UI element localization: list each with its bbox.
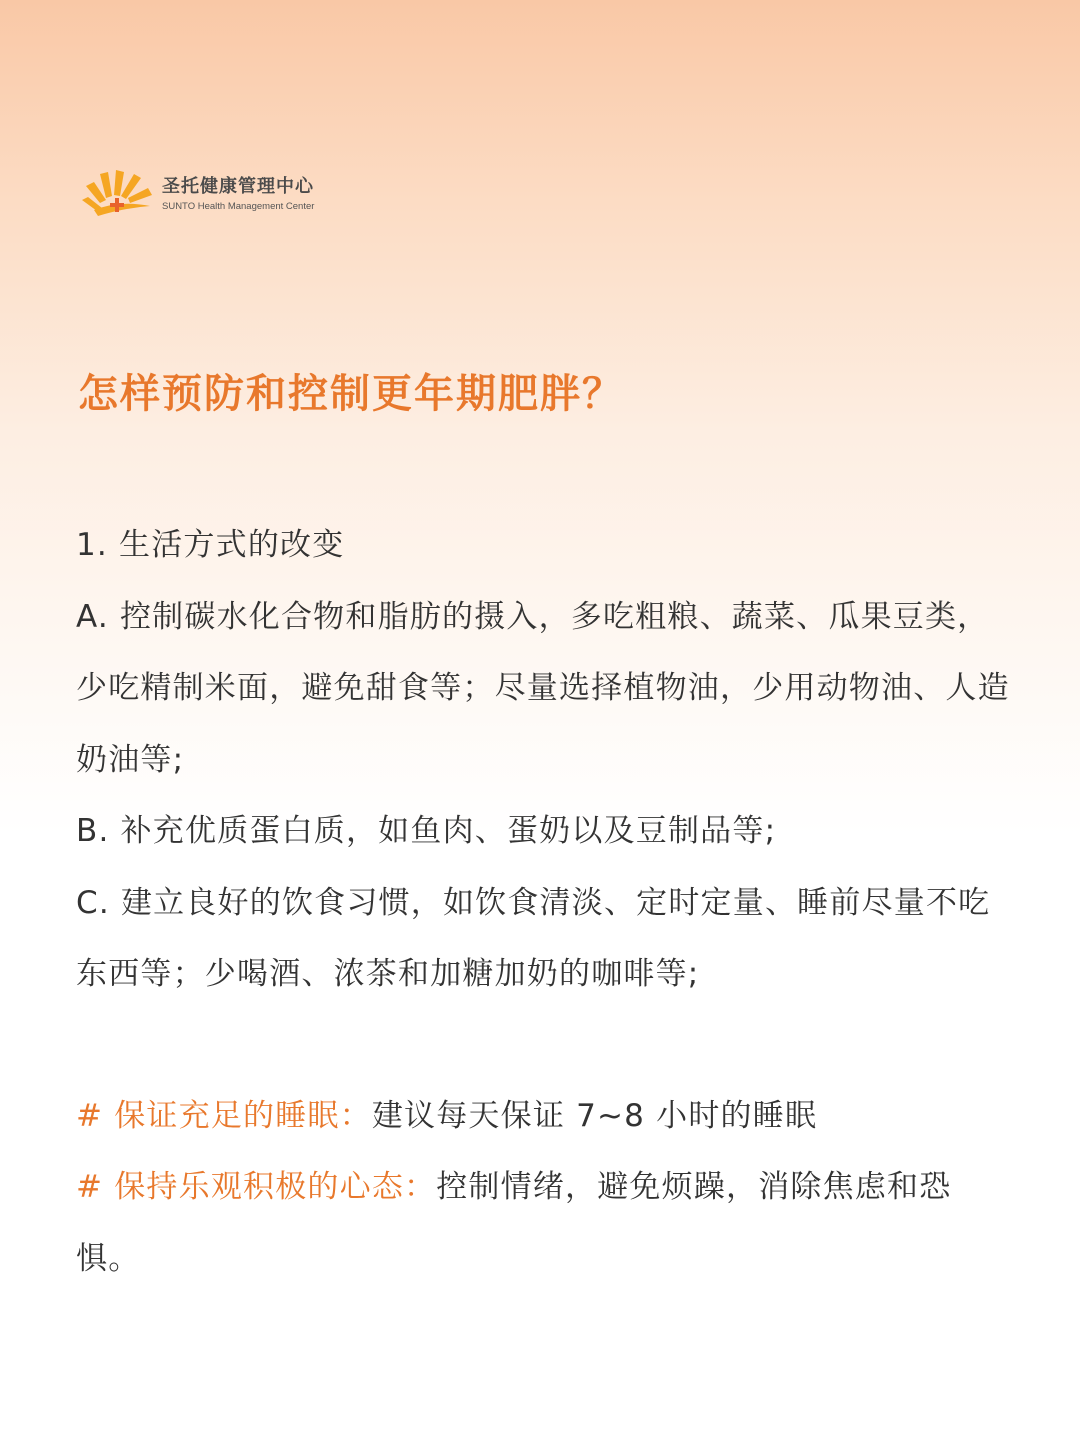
section-heading: 1. 生活方式的改变 bbox=[76, 527, 345, 563]
tip-mindset-text: 控制情绪，避免烦躁，消除焦虑和恐惧。 bbox=[76, 1169, 952, 1277]
list-item-c: C. 建立良好的饮食习惯，如饮食清淡、定时定量、睡前尽量不吃东西等；少喝酒、浓茶和加糖加奶的咖啡等; bbox=[76, 884, 991, 992]
brand-name-cn: 圣托健康管理中心 bbox=[162, 176, 314, 197]
tip-sleep bbox=[76, 1081, 1011, 1153]
article-body bbox=[76, 510, 1011, 1295]
sun-cross-logo-icon bbox=[80, 170, 156, 220]
tip-mindset bbox=[76, 1152, 1011, 1295]
tip-mindset-label: # 保持乐观积极的心态： bbox=[76, 1169, 437, 1205]
page-title: 怎样预防和控制更年期肥胖？ bbox=[78, 371, 624, 417]
spacer bbox=[76, 1011, 1011, 1081]
list-item-a: A. 控制碳水化合物和脂肪的摄入，多吃粗粮、蔬菜、瓜果豆类，少吃精制米面，避免甜食等；尽量选择植物油，少用动物油、人造奶油等; bbox=[76, 598, 1010, 778]
brand-name-en: SUNTO Health Management Center bbox=[162, 201, 315, 212]
brand-logo bbox=[80, 170, 314, 220]
tip-sleep-label: # 保证充足的睡眠： bbox=[76, 1097, 372, 1134]
list-item-b: B. 补充优质蛋白质，如鱼肉、蛋奶以及豆制品等; bbox=[76, 813, 777, 849]
tip-sleep-text: 建议每天保证 7~8 小时的睡眠 bbox=[371, 1097, 818, 1134]
